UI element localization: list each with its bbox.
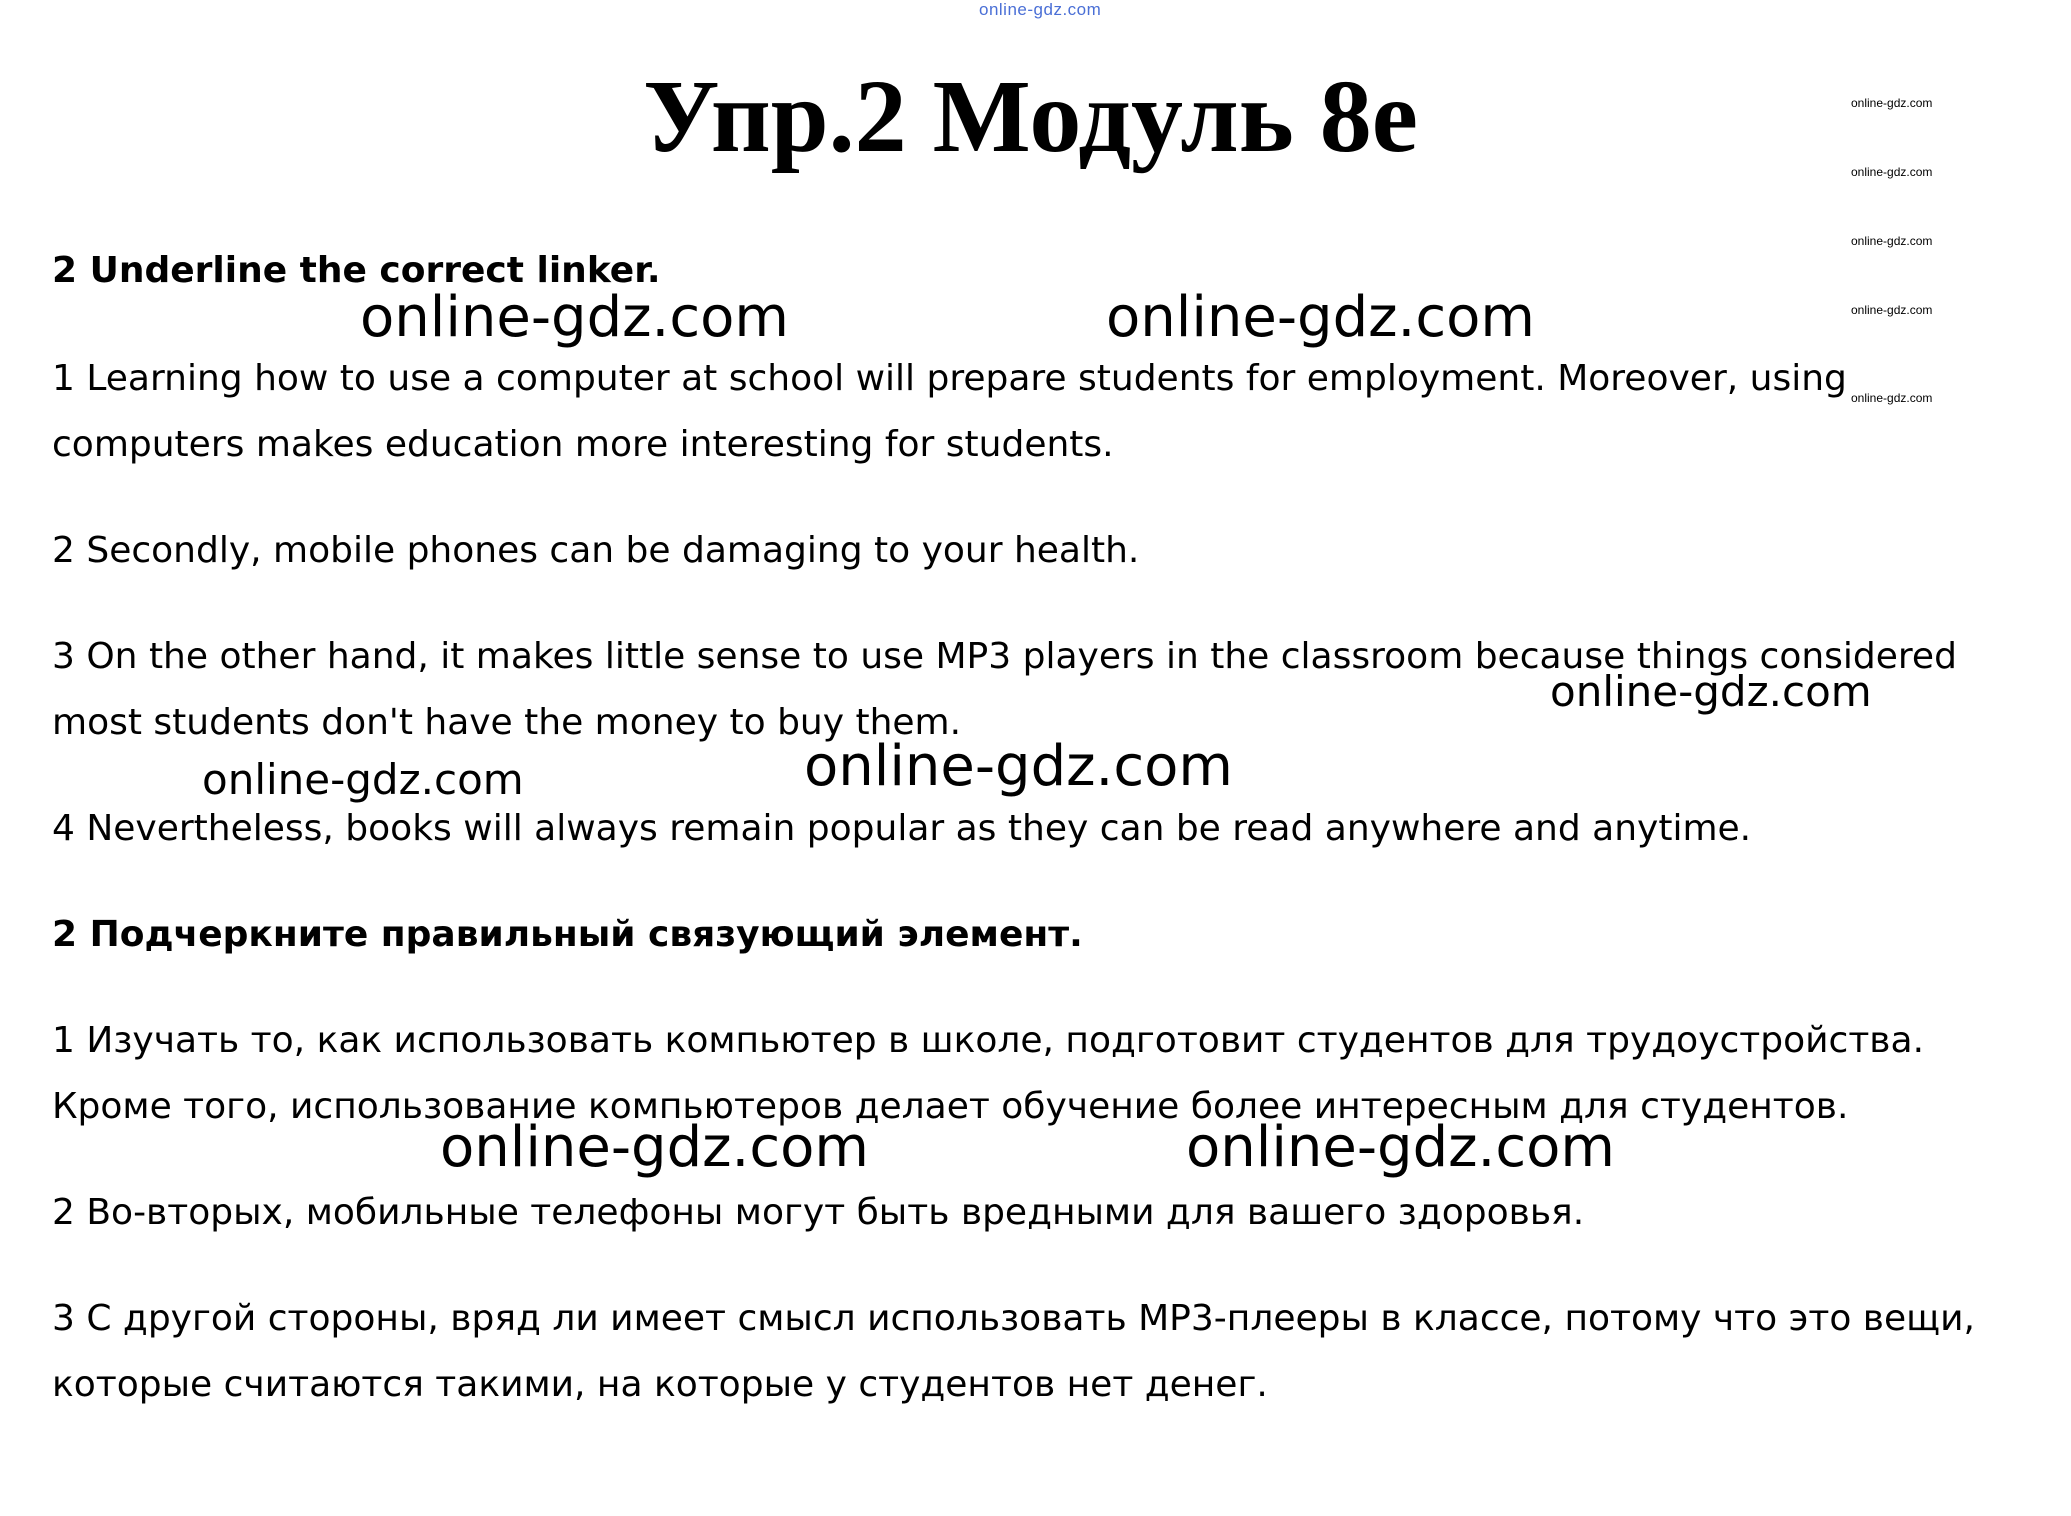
watermark-large: online-gdz.com [804,734,1233,799]
russian-item-3: 3 С другой стороны, вряд ли имеет смысл использовать MP3-плееры в классе, потому что это вещи, которые считаются такими, на которые у студентов нет денег. [52,1298,1975,1405]
watermark-small: online-gdz.com [1851,165,1933,179]
page-title: Упр.2 Модуль 8е [643,59,1418,174]
english-item-1: 1 Learning how to use a computer at school will prepare students for employment. Moreover, using computers makes education more interesting for students. [52,358,1847,465]
english-heading: 2 Underline the correct linker. [52,250,661,291]
watermark-large: online-gdz.com [1106,285,1535,350]
english-item-4: 4 Nevertheless, books will always remain popular as they can be read anywhere and anytime. [52,808,1752,849]
watermark-small: online-gdz.com [1851,234,1933,248]
russian-item-1: 1 Изучать то, как использовать компьютер в школе, подготовит студентов для трудоустройства. Кроме того, использование компьютеров делает обучение более интересным для студентов. [52,1020,1925,1127]
watermark-small: online-gdz.com [1851,391,1933,405]
english-item-3: 3 On the other hand, it makes little sense to use MP3 players in the classroom because things considered most students don't have the money to buy them. [52,636,1957,743]
watermark-large: online-gdz.com [440,1115,869,1180]
watermark-small: online-gdz.com [1851,96,1933,110]
watermark-medium: online-gdz.com [1550,667,1872,716]
english-item-2: 2 Secondly, mobile phones can be damaging to your health. [52,530,1140,571]
watermark-small: online-gdz.com [1851,303,1933,317]
document-body [52,238,2012,1458]
watermark-large: online-gdz.com [1186,1115,1615,1180]
watermark-top: online-gdz.com [979,0,1102,19]
russian-heading: 2 Подчеркните правильный связующий элемент. [52,914,1083,955]
watermark-medium: online-gdz.com [202,755,524,804]
russian-item-2: 2 Во-вторых, мобильные телефоны могут быть вредными для вашего здоровья. [52,1192,1585,1233]
watermark-large: online-gdz.com [360,285,789,350]
